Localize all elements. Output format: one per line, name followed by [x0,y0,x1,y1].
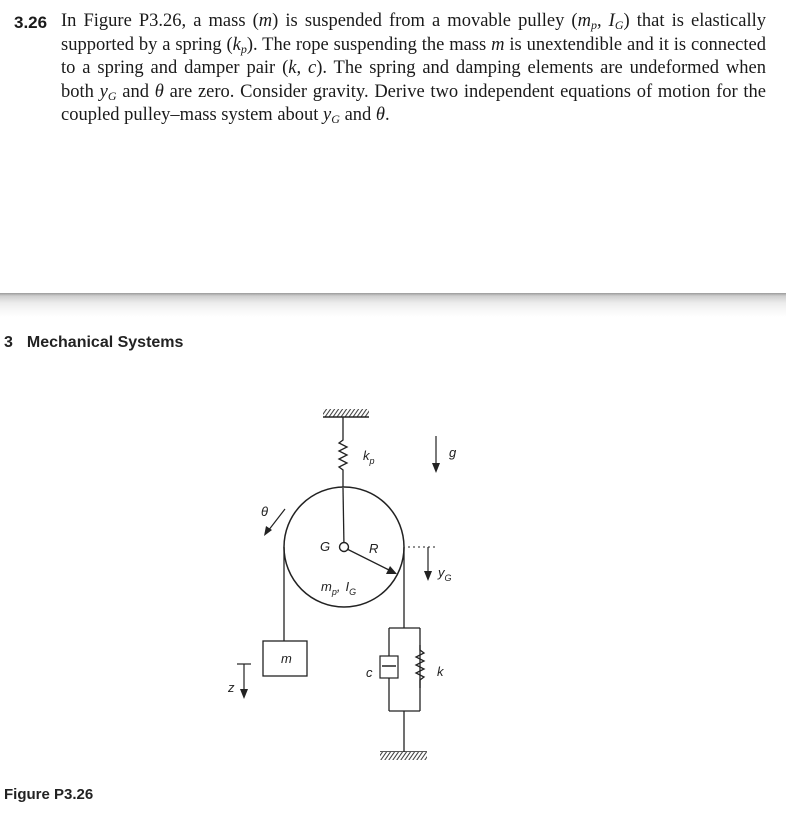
spring-kp [339,417,347,488]
math-kp: k [232,34,241,55]
math-sub: G [331,112,340,126]
label-yg: $y_G$ [438,565,452,583]
math-theta: θ [375,105,385,125]
section-number: 3 [4,334,13,351]
text-seg: , [296,58,308,78]
label-G: G [320,539,331,554]
math-sub: p [240,41,247,56]
label-R: R [369,541,379,556]
math-yg: y [99,81,108,102]
label-kp: $k_p$ [363,448,375,466]
problem-number: 3.26 [14,13,48,32]
text-seg: ). The rope suspending the mass [246,34,492,55]
top-ground [323,409,369,417]
pulley-center-G [340,543,349,552]
math-m: m [491,34,505,55]
text-seg: ) is suspended from a movable pulley ( [272,11,578,31]
text-seg: and [116,81,155,102]
math-m: m [258,11,273,31]
math-ig: I [608,11,615,31]
theta-arrow [268,509,285,531]
label-theta: θ [261,504,269,519]
label-z: z [228,680,235,695]
math-sub: p [590,18,597,32]
text-seg: . [385,105,390,125]
text-seg: , [596,11,609,31]
text-seg: ) that is elastically supported by a spring ( [61,11,766,55]
text-seg: are zero. Consider gravity. Derive two independent equations of motion for the coupled pulley–mass system about [61,81,767,125]
spring-damper-pair [389,628,420,752]
text-seg: and [339,105,376,125]
text-seg: In Figure P3.26, a mass ( [61,11,259,31]
label-c: c [366,665,373,680]
section-title: Mechanical Systems [26,334,184,351]
label-k: k [437,664,444,679]
text-seg: is unextendible and it is connected to a spring and damper pair ( [61,34,766,78]
figure-caption: Figure P3.26 [4,786,94,803]
label-m: m [281,651,292,666]
math-sub: G [107,88,117,103]
z-arrow-head [240,689,248,699]
math-theta: θ [154,81,164,102]
label-mp-ig: $m_p$, $I_G$ [321,579,357,597]
math-c: c [308,58,317,78]
label-g: g [449,445,457,460]
math-yg: y [323,105,332,125]
math-mp: m [577,11,591,31]
damper-c [380,656,398,678]
text-seg: ). The spring and damping elements are undeformed when both [61,58,766,102]
yg-arrow-head [424,571,432,581]
math-k: k [288,58,297,78]
math-sub: G [614,18,624,32]
bottom-ground [380,752,427,760]
gravity-arrow-head [432,463,440,473]
